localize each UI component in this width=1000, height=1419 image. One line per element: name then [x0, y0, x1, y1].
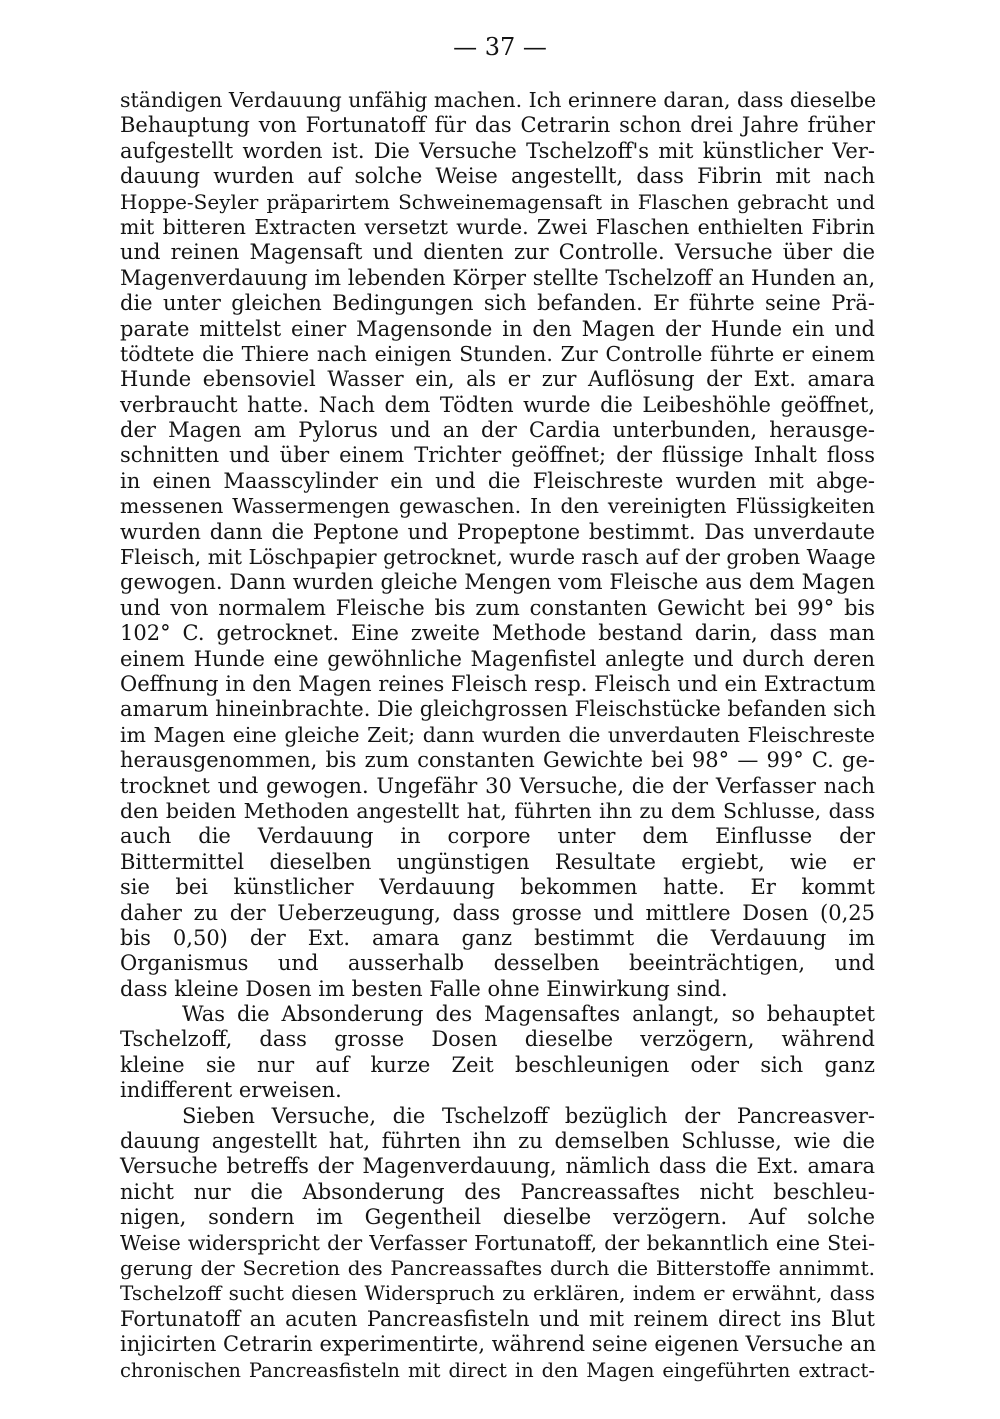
- text-line: Tschelzoff sucht diesen Widerspruch zu erklären, indem er erwähnt, dass: [120, 1281, 875, 1306]
- text-line: und von normalem Fleische bis zum constanten Gewicht bei 99° bis: [120, 595, 875, 620]
- text-line: schnitten und über einem Trichter geöffnet; der flüssige Inhalt floss: [120, 443, 875, 468]
- text-line: Fleisch, mit Löschpapier getrocknet, wurde rasch auf der groben Waage: [120, 545, 876, 570]
- text-line: injicirten Cetrarin experimentirte, während seine eigenen Versuche an: [120, 1332, 876, 1357]
- text-line: die unter gleichen Bedingungen sich befanden. Er führte seine Prä-: [120, 291, 875, 316]
- text-line: im Magen eine gleiche Zeit; dann wurden die unverdauten Fleischreste: [120, 722, 875, 747]
- text-line: ständigen Verdauung unfähig machen. Ich erinnere daran, dass dieselbe: [120, 88, 877, 112]
- text-line: amarum hineinbrachte. Die gleichgrossen Fleischstücke befanden sich: [120, 697, 876, 722]
- text-line: Hunde ebensoviel Wasser ein, als er zur Auflösung der Ext. amara: [120, 367, 875, 392]
- text-line: verbraucht hatte. Nach dem Tödten wurde die Leibeshöhle geöffnet,: [120, 392, 875, 417]
- text-line: indifferent erweisen.: [120, 1078, 342, 1103]
- text-line: Weise widerspricht der Verfasser Fortunatoff, der bekanntlich eine Stei-: [120, 1230, 875, 1255]
- text-line: chronischen Pancreasfisteln mit direct in den Magen eingeführten extract-: [120, 1358, 875, 1382]
- text-line: nigen, sondern im Gegentheil dieselbe verzögern. Auf solche: [120, 1205, 875, 1230]
- text-line: Oeffnung in den Magen reines Fleisch resp. Fleisch und ein Extractum: [120, 671, 876, 696]
- text-line: gewogen. Dann wurden gleiche Mengen vom Fleische aus dem Magen: [120, 570, 875, 595]
- text-line: aufgestellt worden ist. Die Versuche Tschelzoff's mit künstlicher Ver-: [120, 138, 875, 163]
- text-line: Sieben Versuche, die Tschelzoff bezüglich der Pancreasver-: [182, 1103, 875, 1128]
- text-line: dass kleine Dosen im besten Falle ohne Einwirkung sind.: [120, 976, 728, 1001]
- text-line: Was die Absonderung des Magensaftes anlangt, so behauptet: [182, 1002, 875, 1027]
- text-line: dauung wurden auf solche Weise angestellt, dass Fibrin mit nach: [120, 164, 875, 189]
- text-line: der Magen am Pylorus und an der Cardia unterbunden, herausge-: [120, 418, 875, 443]
- text-line: parate mittelst einer Magensonde in den Magen der Hunde ein und: [120, 316, 875, 341]
- text-line: daher zu der Ueberzeugung, dass grosse und mittlere Dosen (0,25: [120, 900, 875, 925]
- text-line: in einen Maasscylinder ein und die Fleischreste wurden mit abge-: [120, 468, 875, 493]
- text-line: und reinen Magensaft und dienten zur Controlle. Versuche über die: [120, 240, 875, 265]
- text-line: Bittermittel dieselben ungünstigen Resultate ergiebt, wie er: [120, 849, 875, 874]
- text-line: einem Hunde eine gewöhnliche Magenfistel anlegte und durch deren: [120, 646, 875, 671]
- text-line: Versuche betreffs der Magenverdauung, nämlich dass die Ext. amara: [120, 1154, 875, 1179]
- text-line: nicht nur die Absonderung des Pancreassaftes nicht beschleu-: [120, 1179, 875, 1204]
- text-line: herausgenommen, bis zum constanten Gewichte bei 98° — 99° C. ge-: [120, 748, 875, 773]
- text-line: mit bitteren Extracten versetzt wurde. Zwei Flaschen enthielten Fibrin: [120, 214, 875, 239]
- text-line: dauung angestellt hat, führten ihn zu demselben Schlusse, wie die: [120, 1129, 875, 1154]
- body-text: [120, 88, 875, 1383]
- text-line: bis 0,50) der Ext. amara ganz bestimmt die Verdauung im: [120, 925, 875, 950]
- text-line: Organismus und ausserhalb desselben beeinträchtigen, und: [120, 951, 875, 976]
- text-line: Hoppe-Seyler präparirtem Schweinemagensaft in Flaschen gebracht und: [120, 189, 875, 214]
- text-line: kleine sie nur auf kurze Zeit beschleunigen oder sich ganz: [120, 1052, 875, 1077]
- text-line: trocknet und gewogen. Ungefähr 30 Versuche, die der Verfasser nach: [120, 773, 875, 798]
- text-line: messenen Wassermengen gewaschen. In den vereinigten Flüssigkeiten: [120, 494, 875, 519]
- text-line: den beiden Methoden angestellt hat, führten ihn zu dem Schlusse, dass: [120, 798, 875, 823]
- text-line: wurden dann die Peptone und Propeptone bestimmt. Das unverdaute: [120, 519, 875, 544]
- text-line: tödtete die Thiere nach einigen Stunden. Zur Controlle führte er einem: [120, 341, 875, 366]
- text-line: gerung der Secretion des Pancreassaftes durch die Bitterstoffe annimmt.: [120, 1255, 875, 1280]
- text-line: Behauptung von Fortunatoff für das Cetrarin schon drei Jahre früher: [120, 113, 875, 138]
- text-line: auch die Verdauung in corpore unter dem Einflusse der: [120, 824, 875, 849]
- page-number: — 37 —: [453, 33, 547, 61]
- text-line: Fortunatoff an acuten Pancreasfisteln und mit reinem direct ins Blut: [120, 1306, 875, 1331]
- text-line: Tschelzoff, dass grosse Dosen dieselbe verzögern, während: [120, 1027, 875, 1052]
- text-line: 102° C. getrocknet. Eine zweite Methode bestand darin, dass man: [120, 621, 875, 646]
- text-line: sie bei künstlicher Verdauung bekommen hatte. Er kommt: [120, 875, 875, 900]
- text-line: Magenverdauung im lebenden Körper stellte Tschelzoff an Hunden an,: [120, 265, 876, 290]
